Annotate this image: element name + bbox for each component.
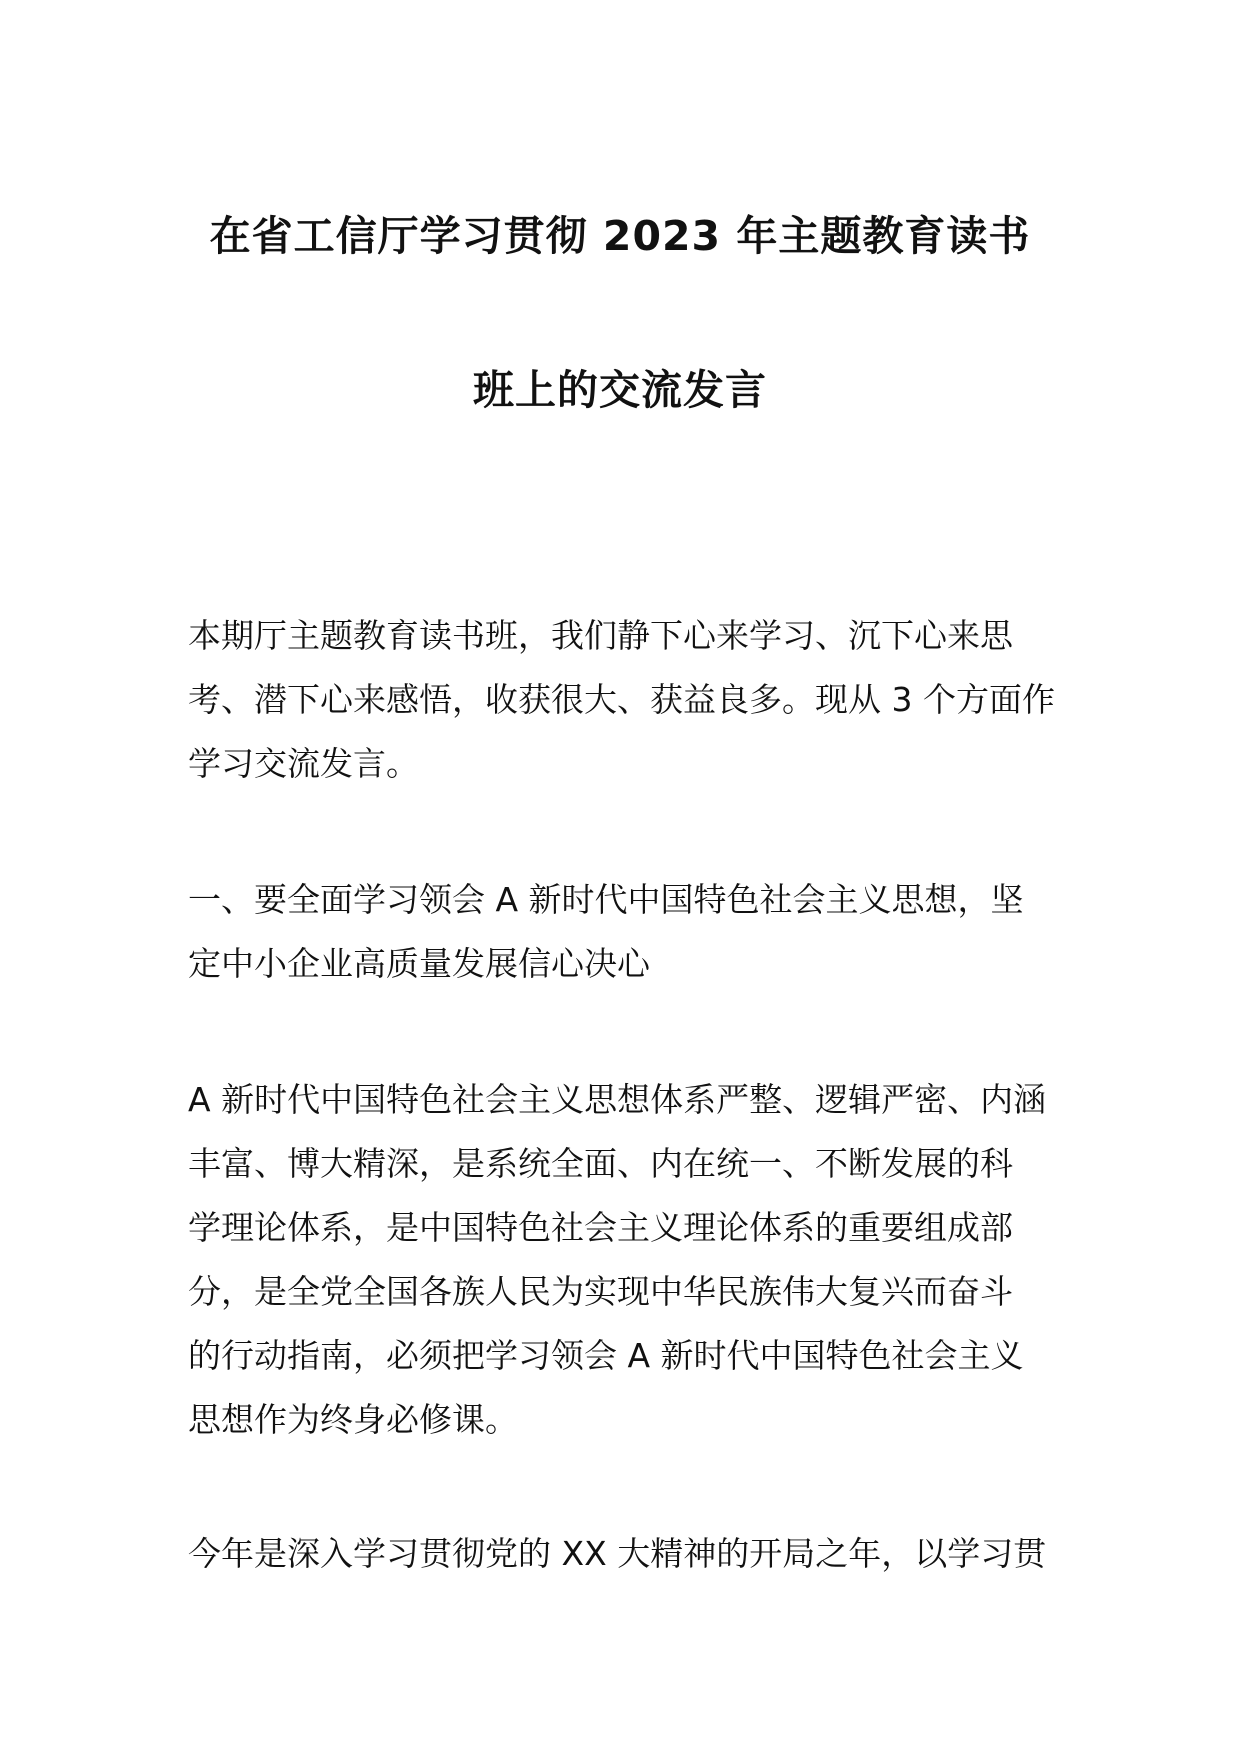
paragraph-continued-line-1: 今年是深入学习贯彻党的 XX 大精神的开局之年，以学习贯: [188, 1534, 1047, 1573]
document-title-line-1: 在省工信厅学习贯彻 2023 年主题教育读书: [209, 212, 1031, 260]
section-heading-1-line-2: 定中小企业高质量发展信心决心: [188, 944, 650, 983]
paragraph-intro-line-2: 考、潜下心来感悟，收获很大、获益良多。现从 3 个方面作: [188, 680, 1055, 719]
document-title-line-2: 班上的交流发言: [473, 366, 767, 414]
paragraph-body-line-4: 分，是全党全国各族人民为实现中华民族伟大复兴而奋斗: [188, 1272, 1013, 1311]
paragraph-body-line-5: 的行动指南，必须把学习领会 A 新时代中国特色社会主义: [188, 1336, 1024, 1375]
section-heading-1-line-1: 一、要全面学习领会 A 新时代中国特色社会主义思想，坚: [188, 880, 1024, 919]
paragraph-intro-line-1: 本期厅主题教育读书班，我们静下心来学习、沉下心来思: [188, 616, 1013, 655]
paragraph-body-line-6: 思想作为终身必修课。: [188, 1400, 518, 1439]
paragraph-intro-line-3: 学习交流发言。: [188, 744, 419, 783]
paragraph-body-line-3: 学理论体系，是中国特色社会主义理论体系的重要组成部: [188, 1208, 1013, 1247]
paragraph-body-line-1: A 新时代中国特色社会主义思想体系严整、逻辑严密、内涵: [188, 1080, 1047, 1119]
paragraph-body-line-2: 丰富、博大精深，是系统全面、内在统一、不断发展的科: [188, 1144, 1013, 1183]
